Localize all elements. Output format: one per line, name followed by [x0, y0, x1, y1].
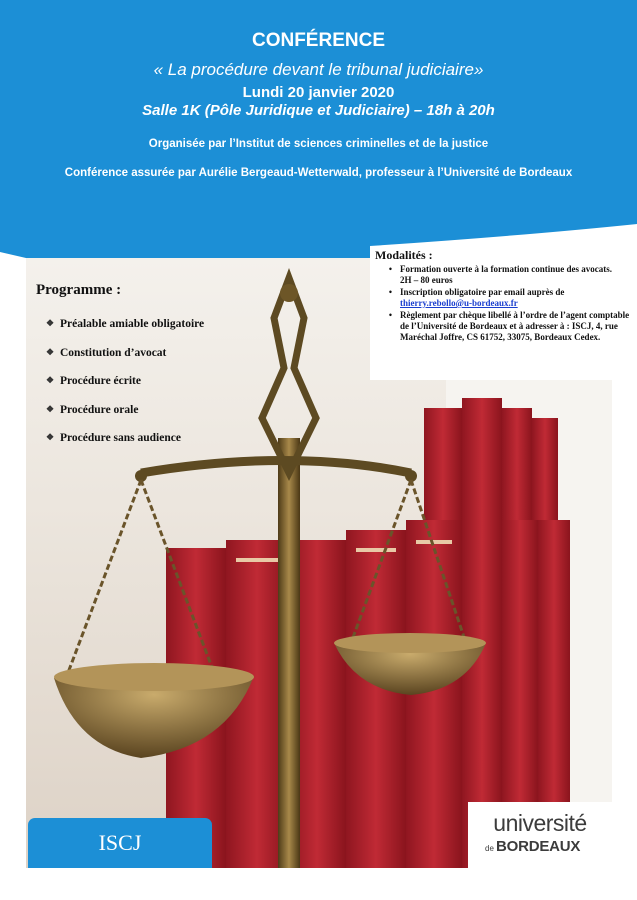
- modalites-item: • Formation ouverte à la formation continue des avocats. 2H – 80 euros: [378, 264, 632, 286]
- bullet-icon: •: [388, 310, 392, 320]
- iscj-badge: ISCJ: [28, 818, 212, 868]
- logo-de-text: de: [485, 844, 494, 853]
- universite-bordeaux-logo: [468, 802, 612, 868]
- programme-title: Programme :: [36, 282, 122, 298]
- programme-item: ❖ Préalable amiable obligatoire: [46, 318, 205, 330]
- conference-room: Salle 1K (Pôle Juridique et Judiciaire) – 18h à 20h: [142, 102, 495, 119]
- diamond-bullet-icon: ❖: [46, 318, 55, 328]
- email-link[interactable]: thierry.rebollo@u-bordeaux.fr: [400, 298, 518, 308]
- bullet-icon: •: [388, 264, 392, 274]
- conference-subtitle: « La procédure devant le tribunal judiciaire»: [153, 60, 484, 79]
- programme-item: ❖ Procédure orale: [46, 403, 139, 416]
- logo-universite-text: université: [493, 810, 587, 836]
- bullet-icon: •: [388, 287, 392, 297]
- programme-list: [46, 318, 204, 461]
- diamond-bullet-icon: ❖: [46, 403, 55, 414]
- programme-item: ❖ Procédure sans audience: [46, 432, 181, 444]
- conference-organizer: Organisée par l’Institut de sciences criminelles et de la justice: [148, 138, 489, 150]
- modalites-list: [378, 264, 632, 344]
- scale-pillar: [278, 438, 300, 868]
- logo-bordeaux-text: BORDEAUX: [496, 838, 581, 855]
- programme-item: ❖ Constitution d’avocat: [46, 346, 167, 359]
- scale-beam: [141, 461, 411, 474]
- diamond-bullet-icon: ❖: [46, 375, 55, 385]
- diamond-bullet-icon: ❖: [46, 346, 55, 357]
- modalites-box: [370, 246, 635, 380]
- conference-title: CONFÉRENCE: [251, 30, 385, 51]
- conference-speaker: Conférence assurée par Aurélie Bergeaud-Wetterwald, professeur à l’Université de Bordeaux: [64, 167, 573, 179]
- modalites-item: • Inscription obligatoire par email auprès de thierry.rebollo@u-bordeaux.fr: [378, 287, 632, 309]
- modalites-title: Modalités :: [375, 248, 433, 262]
- programme-item: ❖ Procédure écrite: [46, 375, 141, 387]
- conference-date: Lundi 20 janvier 2020: [242, 84, 395, 101]
- diamond-bullet-icon: ❖: [46, 432, 55, 442]
- modalites-item: • Règlement par chèque libellé à l’ordre de l’agent comptable de l’Université de Bordeaux et à adresser à : ISCJ, 4, rue Maréchal Joffre, CS 61752, 33075, Bordeaux Cedex.: [378, 310, 632, 343]
